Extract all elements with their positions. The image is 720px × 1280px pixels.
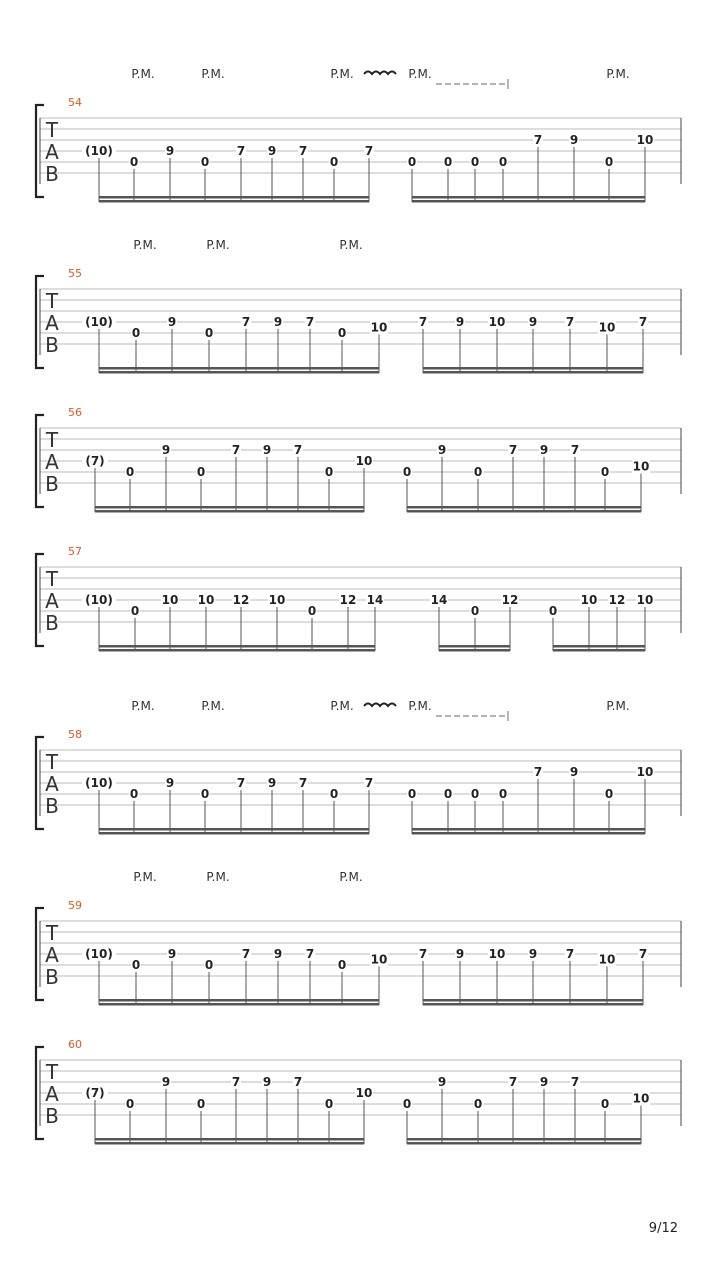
fret-number: 9 xyxy=(437,443,447,457)
fret-number: 10 xyxy=(580,593,598,607)
beam xyxy=(95,1142,364,1145)
vibrato-mark xyxy=(364,704,396,707)
tab-clef-letter: T xyxy=(45,118,59,142)
tab-clef-letter: T xyxy=(45,750,59,774)
fret-number: 0 xyxy=(324,1097,334,1111)
fret-number: 9 xyxy=(167,315,177,329)
fret-number: 0 xyxy=(470,604,480,618)
fret-number: 9 xyxy=(165,144,175,158)
tab-clef-letter: A xyxy=(45,943,59,967)
beam xyxy=(99,371,379,374)
beam xyxy=(412,832,645,835)
fret-number: (10) xyxy=(85,144,113,158)
fret-number: 0 xyxy=(129,155,139,169)
beam xyxy=(407,1138,641,1141)
fret-number: 9 xyxy=(273,947,283,961)
fret-number: 7 xyxy=(305,315,315,329)
fret-number: 7 xyxy=(638,315,648,329)
palm-mute-label: P.M. xyxy=(339,238,363,252)
fret-number: 0 xyxy=(125,465,135,479)
tab-clef-letter: T xyxy=(45,921,59,945)
fret-number: 7 xyxy=(364,776,374,790)
palm-mute-label: P.M. xyxy=(339,870,363,884)
fret-number: 7 xyxy=(298,144,308,158)
fret-number: 0 xyxy=(402,465,412,479)
palm-mute-label: P.M. xyxy=(133,870,157,884)
tab-clef-letter: A xyxy=(45,772,59,796)
palm-mute-label: P.M. xyxy=(606,699,630,713)
measure-number: 56 xyxy=(68,406,82,419)
fret-number: 7 xyxy=(236,144,246,158)
tab-clef-letter: A xyxy=(45,450,59,474)
fret-number: 0 xyxy=(604,787,614,801)
fret-number: 7 xyxy=(305,947,315,961)
fret-number: 9 xyxy=(539,1075,549,1089)
fret-number: 10 xyxy=(370,952,388,967)
fret-number: 12 xyxy=(501,593,519,607)
fret-number: 0 xyxy=(473,1097,483,1111)
fret-number: 9 xyxy=(455,947,465,961)
fret-number: 10 xyxy=(598,320,616,335)
palm-mute-label: P.M. xyxy=(606,67,630,81)
fret-number: 0 xyxy=(402,1097,412,1111)
beam xyxy=(99,1003,379,1006)
fret-number: 7 xyxy=(508,443,518,457)
tab-clef-letter: T xyxy=(45,289,59,313)
beam xyxy=(423,371,643,374)
fret-number: 10 xyxy=(268,593,286,607)
fret-number: 0 xyxy=(196,1097,206,1111)
beam xyxy=(99,832,369,835)
fret-number: 9 xyxy=(267,776,277,790)
fret-number: (10) xyxy=(85,315,113,329)
fret-number: 0 xyxy=(407,155,417,169)
fret-number: 10 xyxy=(370,320,388,335)
fret-number: (7) xyxy=(85,1086,105,1100)
fret-number: 0 xyxy=(329,155,339,169)
fret-number: 9 xyxy=(569,133,579,147)
palm-mute-label: P.M. xyxy=(206,238,230,252)
fret-number: 10 xyxy=(488,315,506,329)
beam xyxy=(99,828,369,831)
fret-number: 7 xyxy=(293,1075,303,1089)
beam xyxy=(412,196,645,199)
beam xyxy=(99,196,369,199)
beam xyxy=(407,506,641,509)
fret-number: 14 xyxy=(366,593,384,607)
fret-number: 10 xyxy=(197,593,215,607)
beam xyxy=(439,649,510,652)
fret-number: 0 xyxy=(324,465,334,479)
fret-number: 0 xyxy=(131,958,141,972)
fret-number: (10) xyxy=(85,593,113,607)
fret-number: 9 xyxy=(539,443,549,457)
beam xyxy=(99,999,379,1002)
fret-number: 0 xyxy=(329,787,339,801)
tab-clef-letter: A xyxy=(45,589,59,613)
palm-mute-label: P.M. xyxy=(201,699,225,713)
beam xyxy=(95,506,364,509)
fret-number: 0 xyxy=(604,155,614,169)
fret-number: 9 xyxy=(161,443,171,457)
fret-number: 0 xyxy=(600,1097,610,1111)
measure-number: 55 xyxy=(68,267,82,280)
palm-mute-label: P.M. xyxy=(131,699,155,713)
fret-number: 0 xyxy=(470,155,480,169)
beam xyxy=(407,1142,641,1145)
beam xyxy=(95,510,364,513)
fret-number: 0 xyxy=(443,787,453,801)
page-number: 9/12 xyxy=(648,1221,678,1236)
tab-clef-letter: T xyxy=(45,567,59,591)
fret-number: 7 xyxy=(565,947,575,961)
fret-number: 7 xyxy=(298,776,308,790)
palm-mute-label: P.M. xyxy=(133,238,157,252)
fret-number: 7 xyxy=(418,947,428,961)
beam xyxy=(439,645,510,648)
beam xyxy=(407,510,641,513)
palm-mute-label: P.M. xyxy=(330,699,354,713)
beam xyxy=(99,649,375,652)
fret-number: 7 xyxy=(231,1075,241,1089)
beam xyxy=(423,1003,643,1006)
fret-number: 0 xyxy=(498,155,508,169)
fret-number: 10 xyxy=(632,459,650,474)
fret-number: 0 xyxy=(307,604,317,618)
fret-number: 9 xyxy=(437,1075,447,1089)
fret-number: 0 xyxy=(131,326,141,340)
fret-number: 10 xyxy=(636,593,654,607)
palm-mute-label: P.M. xyxy=(330,67,354,81)
fret-number: 9 xyxy=(161,1075,171,1089)
fret-number: 0 xyxy=(196,465,206,479)
fret-number: 9 xyxy=(167,947,177,961)
fret-number: 12 xyxy=(339,593,357,607)
measure-number: 59 xyxy=(68,899,82,912)
fret-number: 0 xyxy=(407,787,417,801)
fret-number: 9 xyxy=(528,315,538,329)
fret-number: 0 xyxy=(443,155,453,169)
fret-number: 9 xyxy=(165,776,175,790)
fret-number: 0 xyxy=(204,326,214,340)
tab-clef-letter: B xyxy=(45,611,59,635)
beam xyxy=(423,999,643,1002)
fret-number: 7 xyxy=(533,765,543,779)
palm-mute-label: P.M. xyxy=(206,870,230,884)
fret-number: 9 xyxy=(262,443,272,457)
fret-number: 0 xyxy=(200,155,210,169)
tab-clef-letter: A xyxy=(45,140,59,164)
fret-number: 7 xyxy=(570,1075,580,1089)
fret-number: 12 xyxy=(608,593,626,607)
fret-number: 9 xyxy=(455,315,465,329)
measure-number: 57 xyxy=(68,545,82,558)
tab-clef-letter: B xyxy=(45,472,59,496)
fret-number: 12 xyxy=(232,593,250,607)
fret-number: 7 xyxy=(533,133,543,147)
tab-clef-letter: B xyxy=(45,965,59,989)
beam xyxy=(412,200,645,203)
measure-number: 58 xyxy=(68,728,82,741)
fret-number: 7 xyxy=(241,947,251,961)
fret-number: 0 xyxy=(204,958,214,972)
fret-number: 7 xyxy=(570,443,580,457)
tab-clef-letter: A xyxy=(45,311,59,335)
measure-number: 60 xyxy=(68,1038,82,1051)
fret-number: 10 xyxy=(355,454,373,468)
palm-mute-label: P.M. xyxy=(201,67,225,81)
beam xyxy=(423,367,643,370)
tab-clef-letter: B xyxy=(45,794,59,818)
fret-number: 14 xyxy=(430,593,448,607)
fret-number: 7 xyxy=(236,776,246,790)
tab-clef-letter: B xyxy=(45,333,59,357)
tab-clef-letter: B xyxy=(45,162,59,186)
beam xyxy=(95,1138,364,1141)
beam xyxy=(99,645,375,648)
tab-clef-letter: B xyxy=(45,1104,59,1128)
fret-number: 0 xyxy=(125,1097,135,1111)
fret-number: 0 xyxy=(548,604,558,618)
palm-mute-label: P.M. xyxy=(408,699,432,713)
fret-number: 10 xyxy=(161,593,179,607)
fret-number: 0 xyxy=(130,604,140,618)
fret-number: 10 xyxy=(355,1086,373,1100)
fret-number: 0 xyxy=(600,465,610,479)
fret-number: 9 xyxy=(528,947,538,961)
beam xyxy=(553,645,645,648)
palm-mute-label: P.M. xyxy=(131,67,155,81)
fret-number: 9 xyxy=(267,144,277,158)
fret-number: (10) xyxy=(85,776,113,790)
fret-number: 10 xyxy=(632,1091,650,1106)
fret-number: 7 xyxy=(508,1075,518,1089)
fret-number: 10 xyxy=(636,765,654,779)
fret-number: 0 xyxy=(200,787,210,801)
fret-number: 7 xyxy=(293,443,303,457)
beam xyxy=(99,200,369,203)
fret-number: 9 xyxy=(569,765,579,779)
fret-number: 0 xyxy=(498,787,508,801)
fret-number: 7 xyxy=(565,315,575,329)
palm-mute-label: P.M. xyxy=(408,67,432,81)
fret-number: 0 xyxy=(337,326,347,340)
fret-number: 9 xyxy=(273,315,283,329)
fret-number: 0 xyxy=(470,787,480,801)
fret-number: 10 xyxy=(598,952,616,967)
fret-number: 7 xyxy=(638,947,648,961)
beam xyxy=(99,367,379,370)
fret-number: 0 xyxy=(129,787,139,801)
fret-number: 0 xyxy=(337,958,347,972)
fret-number: 9 xyxy=(262,1075,272,1089)
fret-number: 0 xyxy=(473,465,483,479)
tab-clef-letter: A xyxy=(45,1082,59,1106)
measure-number: 54 xyxy=(68,96,82,109)
fret-number: (7) xyxy=(85,454,105,468)
fret-number: 7 xyxy=(364,144,374,158)
fret-number: 7 xyxy=(241,315,251,329)
fret-number: 7 xyxy=(231,443,241,457)
beam xyxy=(412,828,645,831)
fret-number: 7 xyxy=(418,315,428,329)
tab-clef-letter: T xyxy=(45,1060,59,1084)
fret-number: (10) xyxy=(85,947,113,961)
fret-number: 10 xyxy=(636,133,654,147)
beam xyxy=(553,649,645,652)
vibrato-mark xyxy=(364,72,396,75)
tab-clef-letter: T xyxy=(45,428,59,452)
fret-number: 10 xyxy=(488,947,506,961)
